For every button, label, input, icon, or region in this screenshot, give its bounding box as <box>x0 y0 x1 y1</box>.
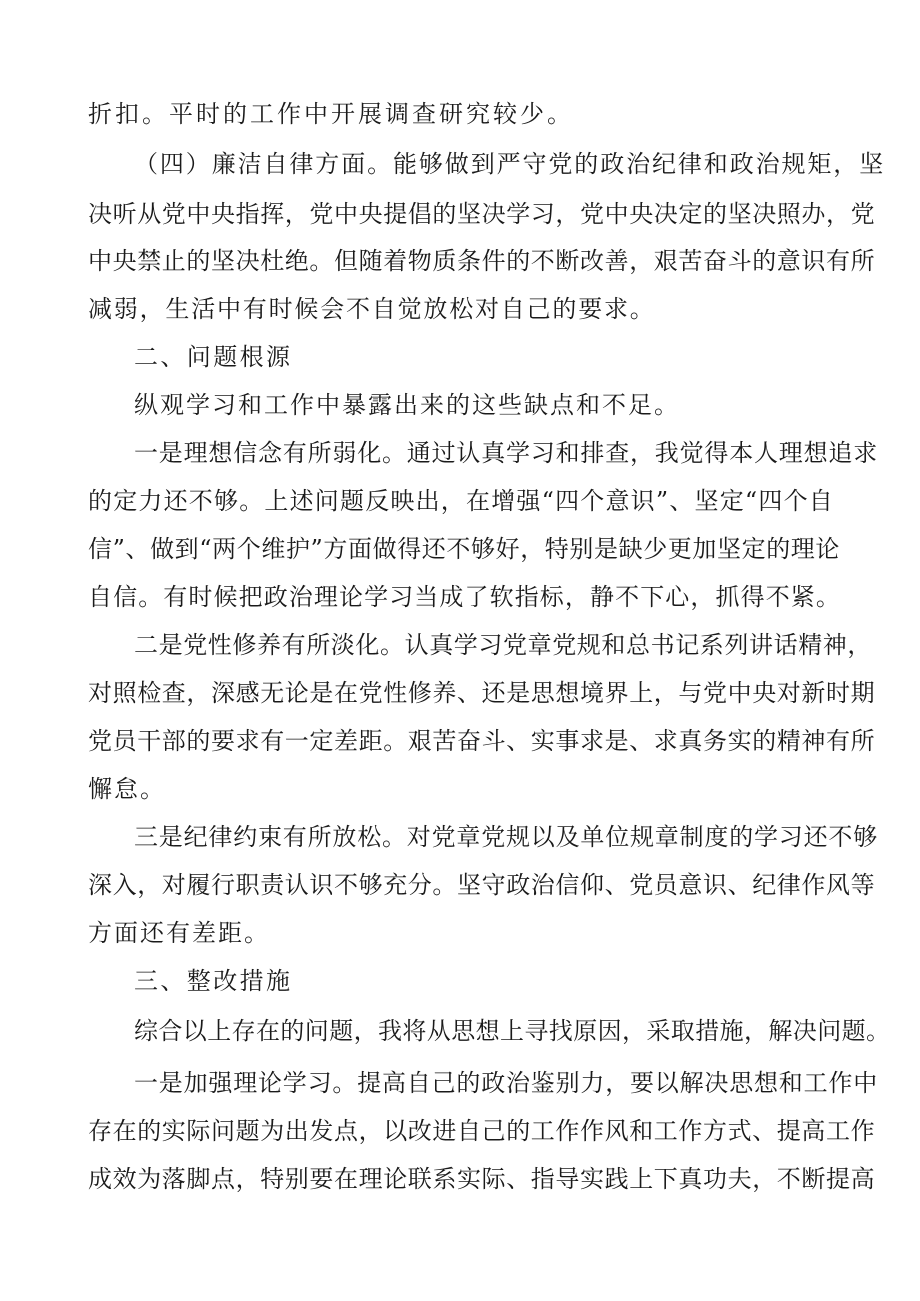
text-line: 的定力还不够。上述问题反映出，在增强“四个意识”、坚定“四个自 <box>88 487 835 515</box>
text-line: 信”、做到“两个维护”方面做得还不够好，特别是缺少更加坚定的理论 <box>88 535 841 563</box>
text-line: 纵观学习和工作中暴露出来的这些缺点和不足。 <box>134 391 680 419</box>
text-line: 党员干部的要求有一定差距。艰苦奋斗、实事求是、求真务实的精神有所 <box>88 727 876 755</box>
text-line: 对照检查，深感无论是在党性修养、还是思想境界上，与党中央对新时期 <box>88 679 876 707</box>
text-line: 中央禁止的坚决杜绝。但随着物质条件的不断改善，艰苦奋斗的意识有所 <box>88 247 876 275</box>
text-line: 决听从党中央指挥，党中央提倡的坚决学习，党中央决定的坚决照办，党 <box>88 200 876 228</box>
text-line: 方面还有差距。 <box>88 919 270 947</box>
section-heading: 二、问题根源 <box>134 343 293 371</box>
text-line: 折扣。平时的工作中开展调查研究较少。 <box>88 100 574 128</box>
text-line: 懈怠。 <box>88 775 166 803</box>
text-line: 深入，对履行职责认识不够充分。坚守政治信仰、党员意识、纪律作风等 <box>88 871 876 899</box>
text-line: 存在的实际问题为出发点，以改进自己的工作作风和工作方式、提高工作 <box>88 1117 876 1145</box>
text-line: 自信。有时候把政治理论学习当成了软指标，静不下心，抓得不紧。 <box>88 583 841 611</box>
text-line: 二是党性修养有所淡化。认真学习党章党规和总书记系列讲话精神， <box>134 631 872 659</box>
text-line: 三是纪律约束有所放松。对党章党规以及单位规章制度的学习还不够 <box>134 823 878 851</box>
text-line: 综合以上存在的问题，我将从思想上寻找原因，采取措施，解决问题。 <box>134 1017 891 1045</box>
text-line: 一是理想信念有所弱化。通过认真学习和排查，我觉得本人理想追求 <box>134 439 878 467</box>
section-heading: 三、整改措施 <box>134 967 293 995</box>
text-line: 一是加强理论学习。提高自己的政治鉴别力，要以解决思想和工作中 <box>134 1069 878 1097</box>
text-line: 减弱，生活中有时候会不自觉放松对自己的要求。 <box>88 295 656 323</box>
text-line: 成效为落脚点，特别要在理论联系实际、指导实践上下真功夫，不断提高 <box>88 1165 876 1193</box>
text-line: （四）廉洁自律方面。能够做到严守党的政治纪律和政治规矩，坚 <box>134 150 886 178</box>
